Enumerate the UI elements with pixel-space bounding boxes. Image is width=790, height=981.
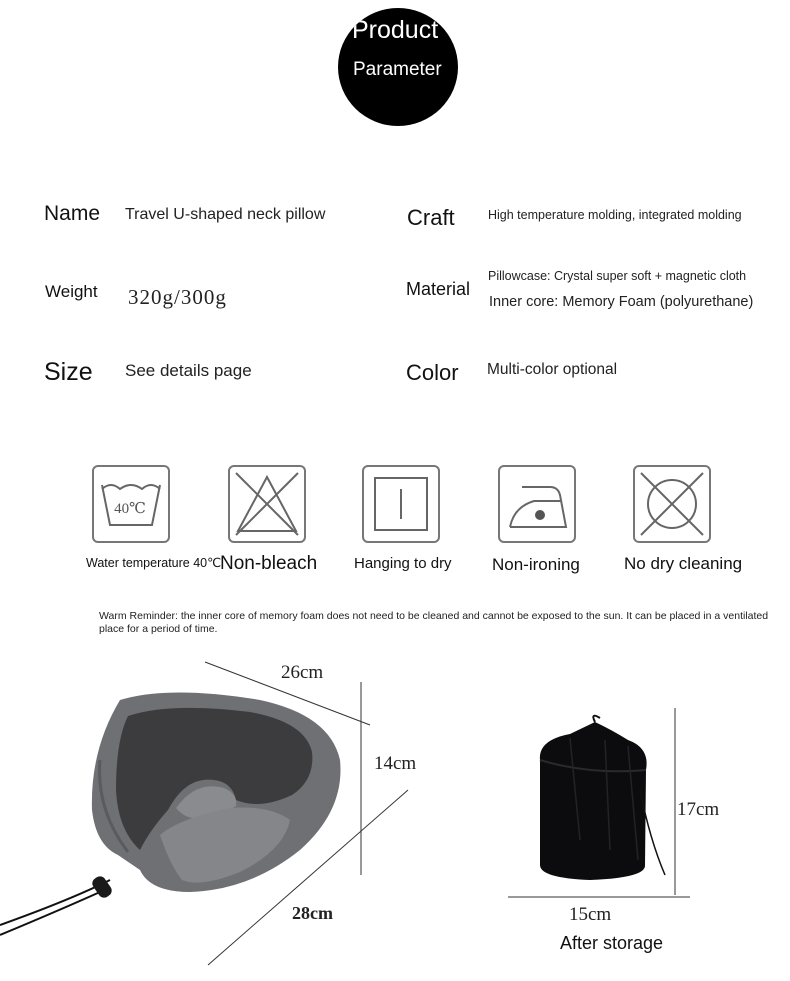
cord-stopper (90, 874, 114, 900)
product-parameter-badge (338, 8, 458, 126)
bag-height-label: 17cm (677, 799, 720, 820)
pillow-dimension-illustration (0, 640, 440, 980)
neck-pillow-image (92, 693, 341, 893)
craft-value: High temperature molding, integrated molding (488, 208, 742, 222)
after-storage-caption: After storage (560, 933, 664, 953)
no-dry-clean-icon (633, 465, 711, 543)
material-value-pillowcase: Pillowcase: Crystal super soft + magnetic cloth (488, 269, 747, 283)
bag-width-label: 15cm (569, 904, 612, 925)
wash-40-icon (92, 465, 170, 543)
care-label-no-dry-clean: No dry cleaning (624, 554, 743, 573)
warm-reminder: Warm Reminder: the inner core of memory foam does not need to be cleaned and cannot be exposed to the sun. It can be placed in a ventilated place for a period of time. (99, 610, 769, 635)
weight-label: Weight (45, 282, 98, 301)
care-label-hang-dry: Hanging to dry (354, 555, 452, 572)
care-label-wash: Water temperature 40℃ (86, 556, 222, 570)
color-value: Multi-color optional (487, 361, 618, 378)
material-label: Material (406, 279, 471, 299)
pillow-height-label: 14cm (374, 753, 417, 774)
size-label: Size (44, 358, 93, 386)
care-label-no-bleach: Non-bleach (220, 553, 318, 574)
pillow-width-label: 26cm (281, 662, 324, 683)
material-value-core: Inner core: Memory Foam (polyurethane) (489, 294, 754, 310)
name-value: Travel U-shaped neck pillow (125, 206, 326, 223)
no-bleach-icon (228, 465, 306, 543)
wash-temp-icon-text: 40℃ (114, 501, 146, 517)
no-iron-icon (498, 465, 576, 543)
name-label: Name (44, 202, 101, 225)
craft-label: Craft (407, 205, 455, 230)
hang-dry-icon (362, 465, 440, 543)
storage-bag-illustration (500, 700, 700, 910)
weight-value: 320g/300g (128, 285, 227, 309)
color-label: Color (406, 360, 459, 385)
storage-bag-image (540, 716, 665, 880)
badge-title-line1: Product (352, 16, 439, 44)
care-label-no-iron: Non-ironing (492, 555, 580, 574)
pillow-length-label: 28cm (292, 903, 333, 923)
size-value: See details page (125, 361, 252, 380)
badge-title-line2: Parameter (353, 59, 442, 80)
